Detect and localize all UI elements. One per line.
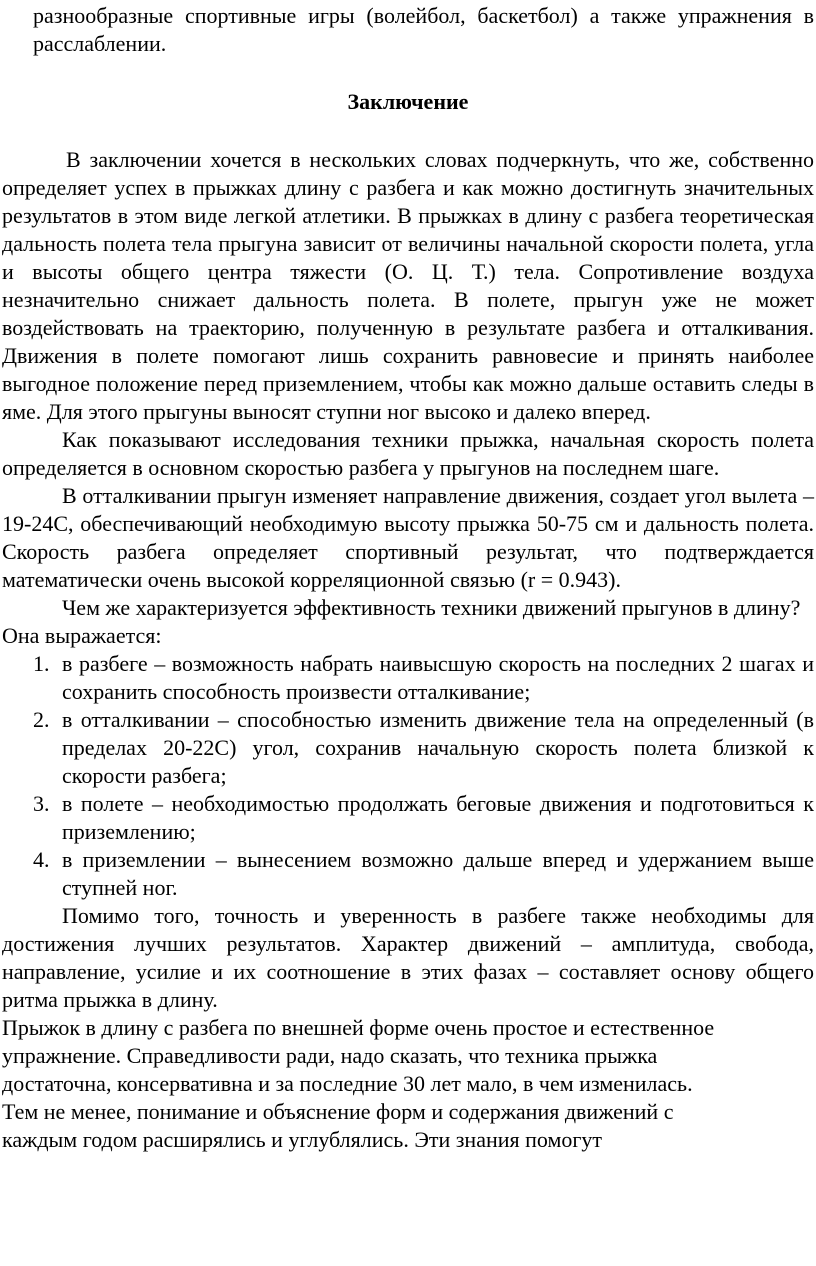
closing-line: упражнение. Справедливости ради, надо сказать, что техника прыжка	[2, 1043, 658, 1068]
closing-line: Прыжок в длину с разбега по внешней форме очень простое и естественное	[2, 1015, 715, 1040]
list-item-number: 3.	[33, 791, 50, 816]
top-fragment-paragraph: разнообразные спортивные игры (волейбол, баскетбол) а также упражнения в расслаблении.	[33, 3, 814, 56]
paragraph-intro: В заключении хочется в нескольких словах подчеркнуть, что же, собственно определяет успех в прыжках длину с разбега и как можно достигнуть значительных результатов в этом виде легкой атлетики. В прыжках в длину с разбега теоретическая дальность полета тела прыгуна зависит от величины начальной скорости полета, угла и высоты общего центра тяжести (О. Ц. Т.) тела. Сопротивление воздуха незначительно снижает дальность полета. В полете, прыгун уже не может воздействовать на траекторию, полученную в результате разбега и отталкивания. Движения в полете помогают лишь сохранить равновесие и принять наиболее выгодное положение перед приземлением, чтобы как можно дальше оставить следы в яме. Для этого прыгуны выносят ступни ног высоко и далеко вперед.	[2, 147, 814, 424]
closing-line: достаточна, консервативна и за последние 30 лет мало, в чем изменилась.	[2, 1071, 693, 1096]
numbered-list	[2, 650, 814, 902]
spacer	[2, 58, 814, 88]
section-heading: Заключение	[347, 89, 469, 114]
list-item-text: в полете – необходимостью продолжать беговые движения и подготовиться к приземлению;	[62, 791, 814, 844]
paragraph-rhythm: Помимо того, точность и уверенность в разбеге также необходимы для достижения лучших результатов. Характер движений – амплитуда, свобода, направление, усилие и их соотношение в этих фазах – составляет основу общего ритма прыжка в длину.	[2, 903, 814, 1012]
list-item-text: в приземлении – вынесением возможно дальше вперед и удержанием выше ступней ног.	[62, 847, 814, 900]
paragraph-list-intro: Она выражается:	[2, 623, 162, 648]
spacer	[2, 116, 814, 146]
paragraph-takeoff: В отталкивании прыгун изменяет направление движения, создает угол вылета – 19-24С, обеспечивающий необходимую высоту прыжка 50-75 см и дальность полета. Скорость разбега определяет спортивный результат, что подтверждается математически очень высокой корреляционной связью (r = 0.943).	[2, 483, 814, 592]
paragraph-question: Чем же характеризуется эффективность техники движений прыгунов в длину?	[62, 595, 801, 620]
list-item-number: 4.	[33, 847, 50, 872]
list-item	[2, 706, 814, 790]
closing-line: Тем не менее, понимание и объяснение форм и содержания движений с	[2, 1099, 674, 1124]
closing-text-block	[2, 1014, 814, 1154]
document-page	[2, 2, 814, 1154]
list-item-number: 1.	[33, 651, 50, 676]
list-item	[2, 790, 814, 846]
paragraph-research: Как показывают исследования техники прыжка, начальная скорость полета определяется в основном скоростью разбега у прыгунов на последнем шаге.	[2, 427, 814, 480]
list-item-number: 2.	[33, 707, 50, 732]
list-item-text: в отталкивании – способностью изменить движение тела на определенный (в пределах 20-22С) угол, сохранив начальную скорость полета близкой к скорости разбега;	[62, 707, 814, 788]
list-item	[2, 846, 814, 902]
closing-line: каждым годом расширялись и углублялись. Эти знания помогут	[2, 1127, 603, 1152]
list-item-text: в разбеге – возможность набрать наивысшую скорость на последних 2 шагах и сохранить способность произвести отталкивание;	[62, 651, 814, 704]
list-item	[2, 650, 814, 706]
